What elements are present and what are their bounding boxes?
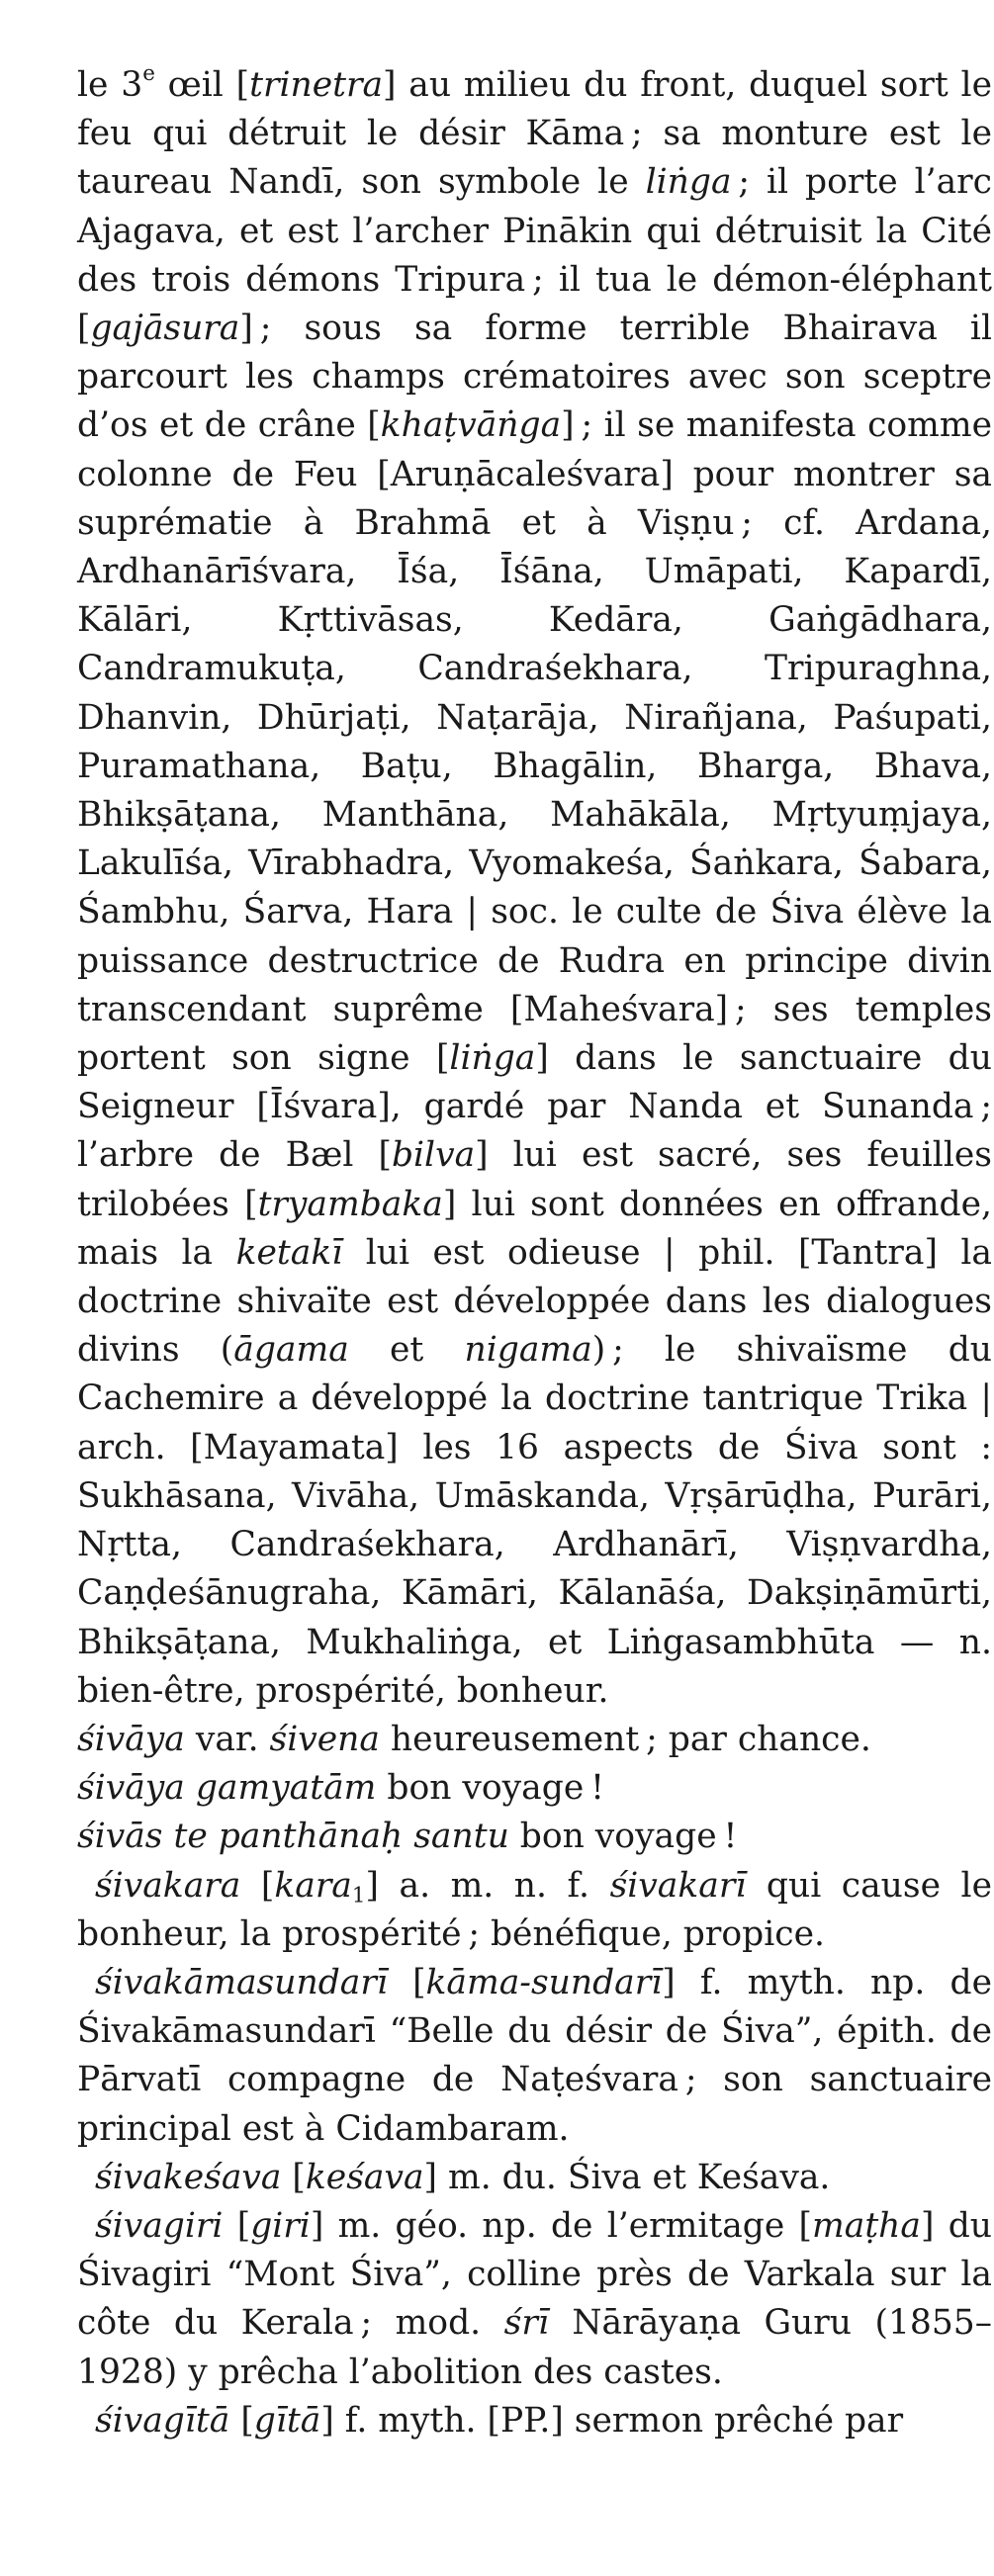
italic-term: śivāya gamyatām	[77, 1768, 377, 1809]
sub-entry-sivaya: śivāya var. śivena heureusement ; par chance.	[77, 1719, 871, 1759]
italic-term: tryambaka	[257, 1184, 443, 1224]
entry-sivakamasundari: śivakāmasundarī [kāma-sundarī] f. myth. np. de Śivakāmasundarī “Belle du désir de Śiva”, épith. de Pārvatī compagne de Naṭeśvara ; son sanctuaire principal est à Cidambaram.	[77, 1962, 992, 2149]
sub-entry-sivas-te-panthanah: śivās te panthānaḥ santu bon voyage !	[77, 1817, 738, 1857]
italic-term: śivakara	[95, 1865, 241, 1906]
entry-sivagiri: śivagiri [giri] m. géo. np. de l’ermitage [maṭha] du Śivagiri “Mont Śiva”, colline près de Varkala sur la côte du Kerala ; mod. śrī Nārāyaṇa Guru (1855–1928) y prêcha l’abolition des castes.	[77, 2205, 992, 2392]
italic-term: śivakarī	[609, 1865, 747, 1906]
italic-term: śivagītā	[95, 2400, 230, 2441]
entry-sivakesava: śivakeśava [keśava] m. du. Śiva et Keśava.	[95, 2157, 831, 2197]
italic-term: śivagiri	[95, 2205, 224, 2246]
entry-siva-continuation: le 3e œil [trinetra] au milieu du front, duquel sort le feu qui détruit le désir Kāma ; sa monture est le taureau Nandī, son symbole le liṅga ; il porte l’arc Ajagava, et est l’archer Pinākin qui détruisit la Cité des trois démons Tripura ; il tua le démon-éléphant [gajāsura] ; sous sa forme terrible Bhairava il parcourt les champs crématoires avec son sceptre d’os et de crâne [khaṭvāṅga] ; il se manifesta comme colonne de Feu [Aruṇācaleśvara] pour montrer sa suprématie à Brahmā et à Viṣṇu ; cf. Ardana, Ardhanārīśvara, Īśa, Īśāna, Umāpati, Kapardī, Kālāri, Kṛttivāsas, Kedāra, Gaṅgādhara, Candramukuṭa, Candraśekhara, Tripuraghna, Dhanvin, Dhūrjaṭi, Naṭarāja, Nirañjana, Paśupati, Puramathana, Baṭu, Bhagālin, Bharga, Bhava, Bhikṣāṭana, Manthāna, Mahākāla, Mṛtyuṃjaya, Lakulīśa, Vīrabhadra, Vyomakeśa, Śaṅkara, Śabara, Śambhu, Śarva, Hara | soc. le culte de Śiva élève la puissance destructrice de Rudra en principe divin transcendant suprême [Maheśvara] ; ses temples portent son signe [liṅga] dans le sanctuaire du Seigneur [Īśvara], gardé par Nanda et Sunanda ; l’arbre de Bæl [bilva] lui est sacré, ses feuilles trilobées [tryambaka] lui sont données en offrande, mais la ketakī lui est odieuse | phil. [Tantra] la doctrine shivaïte est développée dans les dialogues divins (āgama et nigama) ; le shivaïsme du Cachemire a développé la doctrine tantrique Trika | arch. [Mayamata] les 16 aspects de Śiva sont : Sukhāsana, Vivāha, Umāskanda, Vṛṣārūḍha, Purāri, Nṛtta, Candraśekhara, Ardhanārī, Viṣṇvardha, Caṇḍeśānugraha, Kāmāri, Kālanāśa, Dakṣiṇāmūrti, Bhikṣāṭana, Mukhaliṅga, et Liṅgasambhūta — n. bien-être, prospérité, bonheur.	[77, 60, 993, 1711]
italic-term: śivās te panthānaḥ santu	[77, 1817, 509, 1857]
italic-term: khaṭvāṅga	[380, 405, 562, 446]
italic-term: kāma-sundarī	[425, 1962, 663, 2002]
italic-term: gītā	[253, 2400, 321, 2441]
italic-term: keśava	[305, 2157, 424, 2197]
italic-term: liṅga	[645, 162, 732, 203]
italic-term: giri	[250, 2205, 311, 2246]
italic-term: śivāya	[77, 1719, 185, 1759]
italic-term: nigama	[464, 1330, 592, 1371]
italic-term: śivakāmasundarī	[95, 1962, 388, 2002]
italic-term: gajāsura	[90, 309, 240, 349]
entry-sivagita: śivagītā [gītā] f. myth. [PP.] sermon prêché par	[95, 2400, 904, 2441]
italic-term: trinetra	[249, 65, 384, 105]
italic-term: kara	[274, 1865, 352, 1906]
italic-term: ketakī	[235, 1232, 343, 1273]
italic-term: bilva	[391, 1135, 476, 1176]
italic-term: liṅga	[449, 1038, 536, 1079]
sub-entry-sivaya-gamyatam: śivāya gamyatām bon voyage !	[77, 1768, 604, 1809]
superscript: e	[142, 60, 155, 86]
italic-term: śrī	[503, 2303, 549, 2344]
italic-term: maṭha	[812, 2205, 921, 2246]
entry-sivakara: śivakara [kara$_1$] a. m. n. f. śivakarī qui cause le bonheur, la prospérité ; bénéfique, propice.	[77, 1865, 993, 1954]
italic-term: śivena	[269, 1719, 380, 1759]
subscript: 1	[351, 1882, 366, 1908]
italic-term: śivakeśava	[95, 2157, 282, 2197]
italic-term: āgama	[233, 1330, 349, 1371]
